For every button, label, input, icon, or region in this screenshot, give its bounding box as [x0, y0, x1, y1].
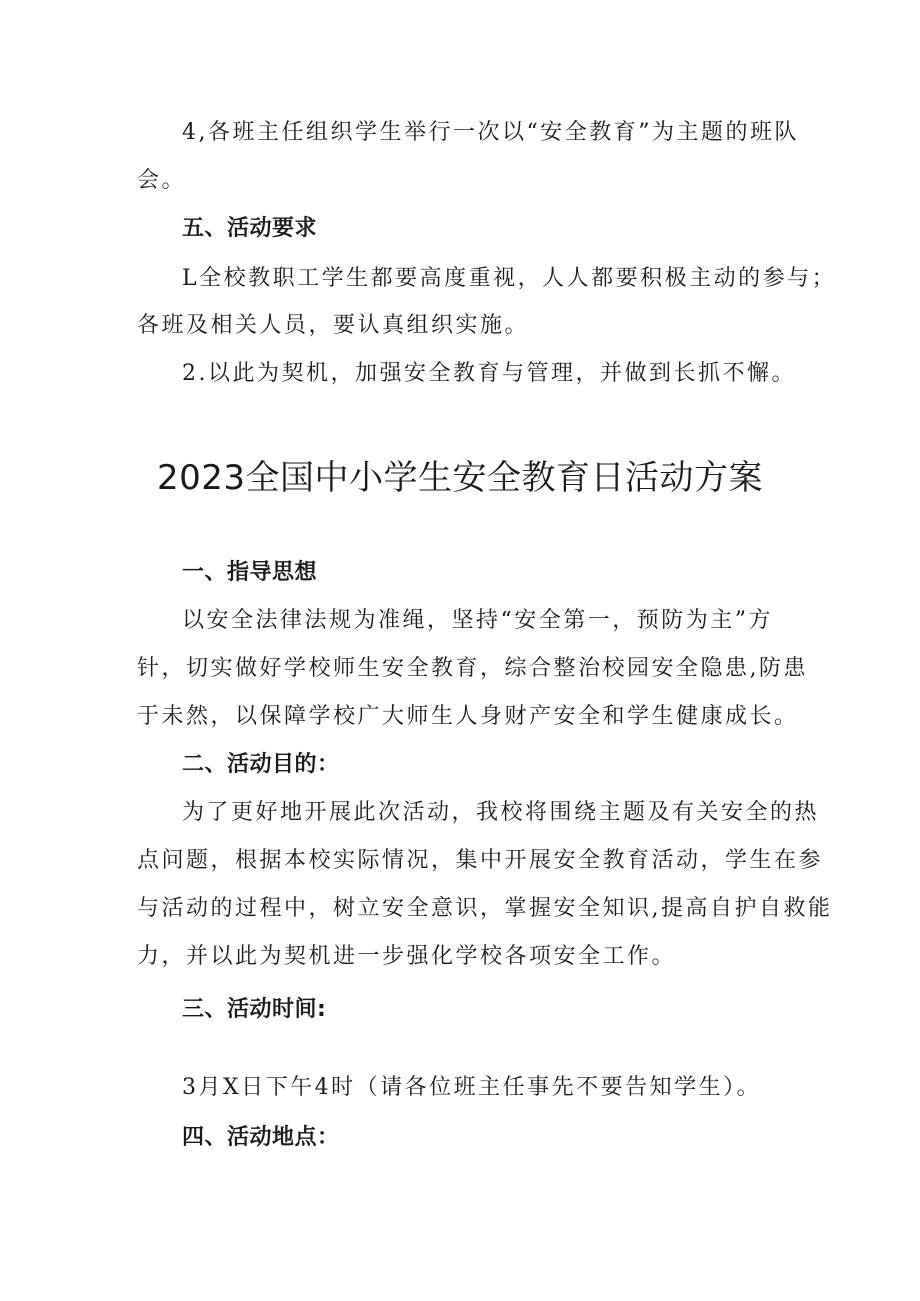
section-heading-2: 二、活动目的： — [182, 752, 340, 777]
paragraph-req1-line1: L全校教职工学生都要高度重视，人人都要积极主动的参与； — [182, 266, 837, 291]
paragraph-purpose-line3: 与活动的过程中，树立安全意识，掌握安全知识,提高自护自救能 — [137, 896, 833, 921]
paragraph-guide-line2: 针，切实做好学校师生安全教育，综合整治校园安全隐患,防患 — [137, 656, 808, 681]
paragraph-item4-line1: 4,各班主任组织学生举行一次以“安全教育”为主题的班队 — [182, 120, 799, 145]
paragraph-purpose-line4: 力，并以此为契机进一步强化学校各项安全工作。 — [137, 944, 677, 969]
paragraph-guide-line3: 于未然，以保障学校广大师生人身财产安全和学生健康成长。 — [137, 704, 799, 729]
paragraph-purpose-line1: 为了更好地开展此次活动，我校将围绕主题及有关安全的热 — [182, 800, 820, 825]
section-heading-5: 五、活动要求 — [182, 216, 318, 241]
section-heading-1: 一、指导思想 — [182, 560, 318, 585]
paragraph-guide-line1: 以安全法律法规为准绳，坚持“安全第一，预防为主”方 — [182, 608, 773, 633]
paragraph-req2: 2.以此为契机，加强安全教育与管理，并做到长抓不懈。 — [182, 361, 796, 386]
paragraph-item4-line2: 会。 — [137, 168, 187, 193]
paragraph-purpose-line2: 点问题，根据本校实际情况，集中开展安全教育活动，学生在参 — [137, 848, 824, 873]
paragraph-req1-line2: 各班及相关人员，要认真组织实施。 — [137, 313, 530, 338]
section-heading-4: 四、活动地点： — [182, 1125, 340, 1150]
paragraph-time: 3月X日下午4时（请各位班主任事先不要告知学生）。 — [182, 1075, 762, 1100]
document-title: 2023全国中小学生安全教育日活动方案 — [156, 458, 764, 498]
section-heading-3: 三、活动时间: — [182, 997, 327, 1022]
